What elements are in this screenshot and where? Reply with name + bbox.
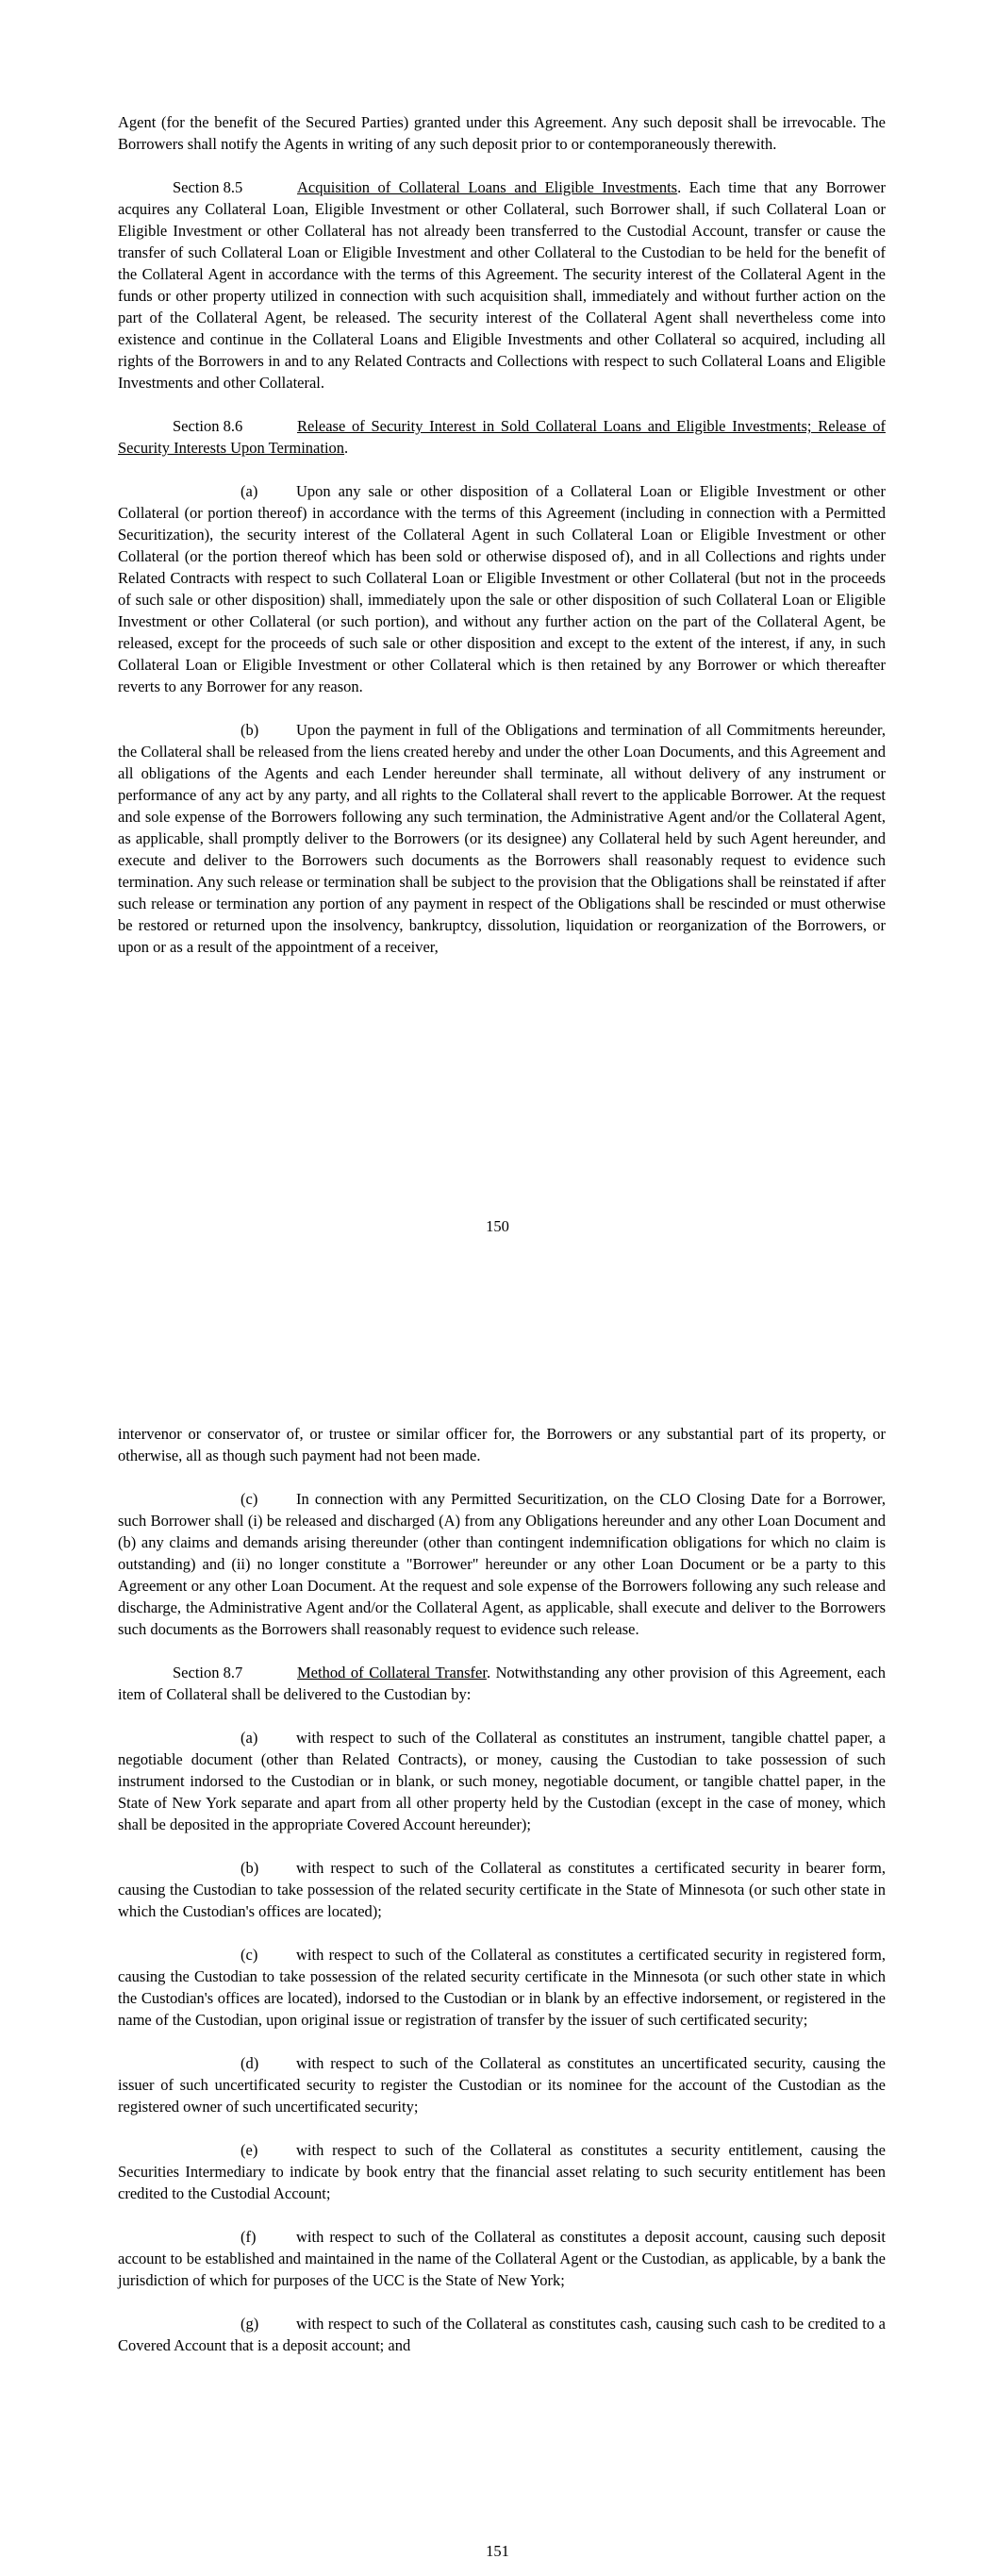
section-8-6-heading [118, 415, 886, 459]
clause-text: with respect to such of the Collateral as constitutes a certificated security in registered form, causing the Custodian to take possession of the related security certificate in the Minnesota (or such other state in which the Custodian's offices are located), indorsed to the Custodian or in blank by an effective indorsement, or registered in the name of the Custodian, upon original issue or registration of transfer by the issuer of such certificated security; [118, 1946, 886, 2029]
section-title-end: . [344, 439, 349, 457]
clause-text: with respect to such of the Collateral as constitutes a certificated security in bearer form, causing the Custodian to take possession of the related security certificate in the State of Minnesota (or such other state in which the Custodian's offices are located); [118, 1859, 886, 1920]
clause-8-7-a [118, 1727, 886, 1835]
section-body: . Each time that any Borrower acquires any Collateral Loan, Eligible Investment or other Collateral, such Borrower shall, if such Collateral Loan or Eligible Investment or other Collateral has not already been transferred to the Custodial Account, transfer or cause the transfer of such Collateral Loan or Eligible Investment and other Collateral to the Custodian to be held for the benefit of the Collateral Agent in accordance with the terms of this Agreement. The security interest of the Collateral Agent in the funds or other property utilized in connection with such acquisition shall, immediately and without further action on the part of the Collateral Agent, be released. The security interest of the Collateral Agent shall nevertheless come into existence and continue in the Collateral Loans and Eligible Investments and other Collateral so acquired, including all rights of the Borrowers in and to any Related Contracts and Collections with respect to such Collateral Loans and Eligible Investments and other Collateral. [118, 178, 886, 392]
clause-label: (a) [240, 482, 258, 500]
section-title: Release of Security Interest in Sold Collateral Loans and Eligible Investments; Release of Security Interests Upon Termination [118, 417, 886, 457]
clause-text: Upon the payment in full of the Obligations and termination of all Commitments hereunder, the Collateral shall be released from the liens created hereby and under the other Loan Documents, and this Agreement and all obligations of the Agents and each Lender hereunder shall terminate, all without delivery of any instrument or performance of any act by any party, and all rights to the Collateral shall revert to the applicable Borrower. At the request and sole expense of the Borrowers following any such termination, the Administrative Agent and/or the Collateral Agent, as applicable, shall promptly deliver to the Borrowers (or its designee) any Collateral held by such Agent hereunder, and execute and deliver to the Borrowers such documents as the Borrowers shall reasonably request to evidence such termination. Any such release or termination shall be subject to the provision that the Obligations shall be reinstated if after such release or termination any portion of any payment in respect of the Obligations shall be rescinded or must otherwise be restored or returned upon the insolvency, bankruptcy, dissolution, liquidation or reorganization of the Borrowers, or upon or as a result of the appointment of a receiver, [118, 721, 886, 956]
clause-text: with respect to such of the Collateral as constitutes an instrument, tangible chattel paper, a negotiable document (other than Related Contracts), or money, causing the Custodian to take possession of such instrument indorsed to the Custodian or in blank, or such money, negotiable document, or tangible chattel paper, in the State of New York separate and apart from all other property held by the Custodian (except in the case of money, which shall be deposited in the appropriate Covered Account hereunder); [118, 1729, 886, 1833]
clause-label: (a) [240, 1729, 258, 1747]
clause-text: with respect to such of the Collateral as constitutes cash, causing such cash to be credited to a Covered Account that is a deposit account; and [118, 2315, 886, 2354]
section-label: Section 8.5 [173, 178, 243, 196]
page-number: 151 [486, 2542, 509, 2560]
clause-label: (b) [240, 1859, 259, 1877]
clause-8-6-b [118, 719, 886, 958]
clause-text: with respect to such of the Collateral as constitutes an uncertificated security, causing the issuer of such uncertificated security to register the Custodian or its nominee for the account of the Custodian as the registered owner of such uncertificated security; [118, 2054, 886, 2116]
clause-8-7-e [118, 2139, 886, 2204]
clause-text: with respect to such of the Collateral as constitutes a deposit account, causing such deposit account to be established and maintained in the name of the Collateral Agent or the Custodian, as applicable, by a bank the jurisdiction of which for purposes of the UCC is the State of New York; [118, 2228, 886, 2289]
clause-text: In connection with any Permitted Securitization, on the CLO Closing Date for a Borrower, such Borrower shall (i) be released and discharged (A) from any Obligations hereunder and any other Loan Document and (b) any claims and demands arising thereunder (other than contingent indemnification obligations for which no claim is outstanding) and (ii) no longer constitute a "Borrower" hereunder or any other Loan Document or be a party to this Agreement or any other Loan Document. At the request and sole expense of the Borrowers following any such release and discharge, the Administrative Agent and/or the Collateral Agent, as applicable, shall execute and deliver to the Borrowers such documents as the Borrowers shall reasonably request to evidence such release. [118, 1490, 886, 1638]
section-title: Method of Collateral Transfer [297, 1664, 487, 1681]
page-150 [118, 111, 886, 979]
section-8-5 [118, 176, 886, 393]
page-151 [118, 1423, 886, 2378]
clause-8-7-c [118, 1944, 886, 2031]
clause-8-6-a [118, 480, 886, 697]
section-body: . Notwithstanding any other provision of this Agreement, each item of Collateral shall be delivered to the Custodian by: [118, 1664, 886, 1703]
clause-label: (c) [240, 1946, 258, 1964]
section-label: Section 8.6 [173, 417, 243, 435]
section-title: Acquisition of Collateral Loans and Eligible Investments [297, 178, 678, 196]
clause-label: (g) [240, 2315, 259, 2333]
clause-8-7-f [118, 2226, 886, 2291]
clause-text: with respect to such of the Collateral as constitutes a security entitlement, causing the Securities Intermediary to indicate by book entry that the financial asset relating to such security entitlement has been credited to the Custodial Account; [118, 2141, 886, 2202]
clause-text: Upon any sale or other disposition of a Collateral Loan or Eligible Investment or other Collateral (or portion thereof) in accordance with the terms of this Agreement (including in connection with a Permitted Securitization), the security interest of the Collateral Agent in such Collateral Loan or Eligible Investment or other Collateral (or the portion thereof which has been sold or otherwise disposed of), and in all Collections and rights under Related Contracts with respect to such Collateral Loan or Eligible Investment or other Collateral (but not in the proceeds of such sale or other disposition) shall, immediately upon the sale or other disposition of such Collateral Loan or Eligible Investment or other Collateral (or such portion), and without any further action on the part of the Collateral Agent, be released, except for the proceeds of such sale or other disposition and except to the extent of the interest, if any, in such Collateral Loan or Eligible Investment or other Collateral which is then retained by any Borrower or which thereafter reverts to any Borrower for any reason. [118, 482, 886, 695]
clause-8-7-b [118, 1857, 886, 1922]
page-number: 150 [486, 1217, 509, 1235]
section-label: Section 8.7 [173, 1664, 243, 1681]
clause-label: (c) [240, 1490, 258, 1508]
clause-label: (f) [240, 2228, 257, 2246]
clause-label: (e) [240, 2141, 258, 2159]
clause-label: (b) [240, 721, 259, 739]
carryover-paragraph: intervenor or conservator of, or trustee or similar officer for, the Borrowers or any substantial part of its property, or otherwise, all as though such payment had not been made. [118, 1425, 886, 1464]
clause-8-7-d [118, 2052, 886, 2117]
clause-8-6-c [118, 1488, 886, 1640]
clause-8-7-g [118, 2313, 886, 2356]
section-8-7 [118, 1662, 886, 1705]
carryover-paragraph: Agent (for the benefit of the Secured Parties) granted under this Agreement. Any such deposit shall be irrevocable. The Borrowers shall notify the Agents in writing of any such deposit prior to or contemporaneously therewith. [118, 113, 886, 153]
clause-label: (d) [240, 2054, 259, 2072]
